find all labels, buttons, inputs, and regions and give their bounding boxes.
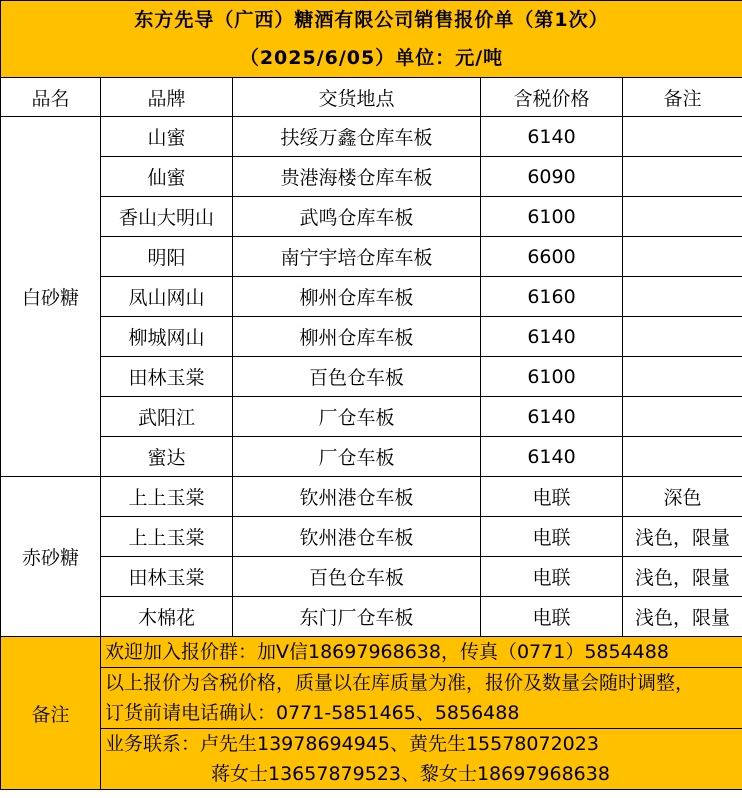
price-cell: 电联 (481, 557, 623, 597)
delivery-cell: 武鸣仓库车板 (233, 197, 481, 237)
title-line-1: 东方先导（广西）糖酒有限公司销售报价单（第1次） (134, 9, 609, 31)
table-row (1, 477, 742, 517)
delivery-cell: 厂仓车板 (233, 397, 481, 437)
header-row (1, 78, 742, 117)
header-product: 品名 (1, 78, 101, 117)
brand-cell: 木棉花 (101, 597, 233, 637)
brand-cell: 凤山网山 (101, 277, 233, 317)
delivery-cell: 厂仓车板 (233, 437, 481, 477)
product-cell-white-sugar: 白砂糖 (1, 117, 101, 477)
price-cell: 6140 (481, 397, 623, 437)
table-row (1, 597, 742, 637)
table-row (1, 197, 742, 237)
delivery-cell: 百色仓车板 (233, 357, 481, 397)
price-cell: 6160 (481, 277, 623, 317)
remark-cell: 深色 (623, 477, 742, 517)
contact-line-2: 蒋女士13657879523、黎女士18697968638 (211, 763, 610, 785)
delivery-cell: 扶绥万鑫仓库车板 (233, 117, 481, 157)
header-remark: 备注 (623, 78, 742, 117)
notes-row (1, 637, 742, 668)
brand-cell: 上上玉棠 (101, 477, 233, 517)
terms-line-2: 订货前请电话确认：0771-5851465、5856488 (105, 702, 520, 724)
delivery-cell: 百色仓车板 (233, 557, 481, 597)
brand-cell: 柳城网山 (101, 317, 233, 357)
price-cell: 6090 (481, 157, 623, 197)
delivery-cell: 柳州仓库车板 (233, 317, 481, 357)
table-row (1, 397, 742, 437)
remark-cell (623, 397, 742, 437)
delivery-cell: 钦州港仓车板 (233, 517, 481, 557)
brand-cell: 上上玉棠 (101, 517, 233, 557)
delivery-cell: 钦州港仓车板 (233, 477, 481, 517)
remark-cell (623, 237, 742, 277)
brand-cell: 蜜达 (101, 437, 233, 477)
header-brand: 品牌 (101, 78, 233, 117)
remark-cell (623, 117, 742, 157)
page-title (1, 1, 742, 78)
table-row (1, 317, 742, 357)
brand-cell: 香山大明山 (101, 197, 233, 237)
notes-label: 备注 (1, 637, 101, 790)
price-cell: 6100 (481, 357, 623, 397)
brand-cell: 田林玉棠 (101, 557, 233, 597)
brand-cell: 田林玉棠 (101, 357, 233, 397)
remark-cell (623, 317, 742, 357)
notes-contacts (101, 729, 742, 790)
remark-cell (623, 357, 742, 397)
notes-row (1, 729, 742, 790)
price-cell: 电联 (481, 477, 623, 517)
product-cell-brown-sugar: 赤砂糖 (1, 477, 101, 637)
header-price: 含税价格 (481, 78, 623, 117)
brand-cell: 明阳 (101, 237, 233, 277)
price-cell: 6140 (481, 117, 623, 157)
notes-terms (101, 668, 742, 729)
table-row (1, 357, 742, 397)
remark-cell: 浅色，限量 (623, 517, 742, 557)
brand-cell: 山蜜 (101, 117, 233, 157)
delivery-cell: 贵港海楼仓库车板 (233, 157, 481, 197)
price-cell: 电联 (481, 597, 623, 637)
table-row (1, 237, 742, 277)
brand-cell: 仙蜜 (101, 157, 233, 197)
table-row (1, 157, 742, 197)
remark-cell (623, 197, 742, 237)
remark-cell (623, 437, 742, 477)
price-cell: 6140 (481, 437, 623, 477)
delivery-cell: 南宁宇培仓库车板 (233, 237, 481, 277)
delivery-cell: 柳州仓库车板 (233, 277, 481, 317)
table-row (1, 437, 742, 477)
group-invite-text: 欢迎加入报价群：加V信18697968638，传真（0771）5854488 (105, 641, 669, 663)
remark-cell (623, 277, 742, 317)
price-cell: 6600 (481, 237, 623, 277)
remark-cell: 浅色，限量 (623, 557, 742, 597)
terms-line-1: 以上报价为含税价格，质量以在库质量为准，报价及数量会随时调整， (105, 672, 695, 694)
price-cell: 6140 (481, 317, 623, 357)
contact-line-1: 业务联系：卢先生13978694945、黄先生15578072023 (105, 733, 599, 755)
price-cell: 电联 (481, 517, 623, 557)
remark-cell: 浅色，限量 (623, 597, 742, 637)
table-row (1, 517, 742, 557)
table-row (1, 277, 742, 317)
notes-group-invite (101, 637, 742, 668)
notes-row (1, 668, 742, 729)
remark-cell (623, 157, 742, 197)
table-row (1, 557, 742, 597)
title-line-2: （2025/6/05）单位：元/吨 (239, 47, 504, 69)
brand-cell: 武阳江 (101, 397, 233, 437)
delivery-cell: 东门厂仓车板 (233, 597, 481, 637)
price-cell: 6100 (481, 197, 623, 237)
header-delivery: 交货地点 (233, 78, 481, 117)
table-row (1, 117, 742, 157)
